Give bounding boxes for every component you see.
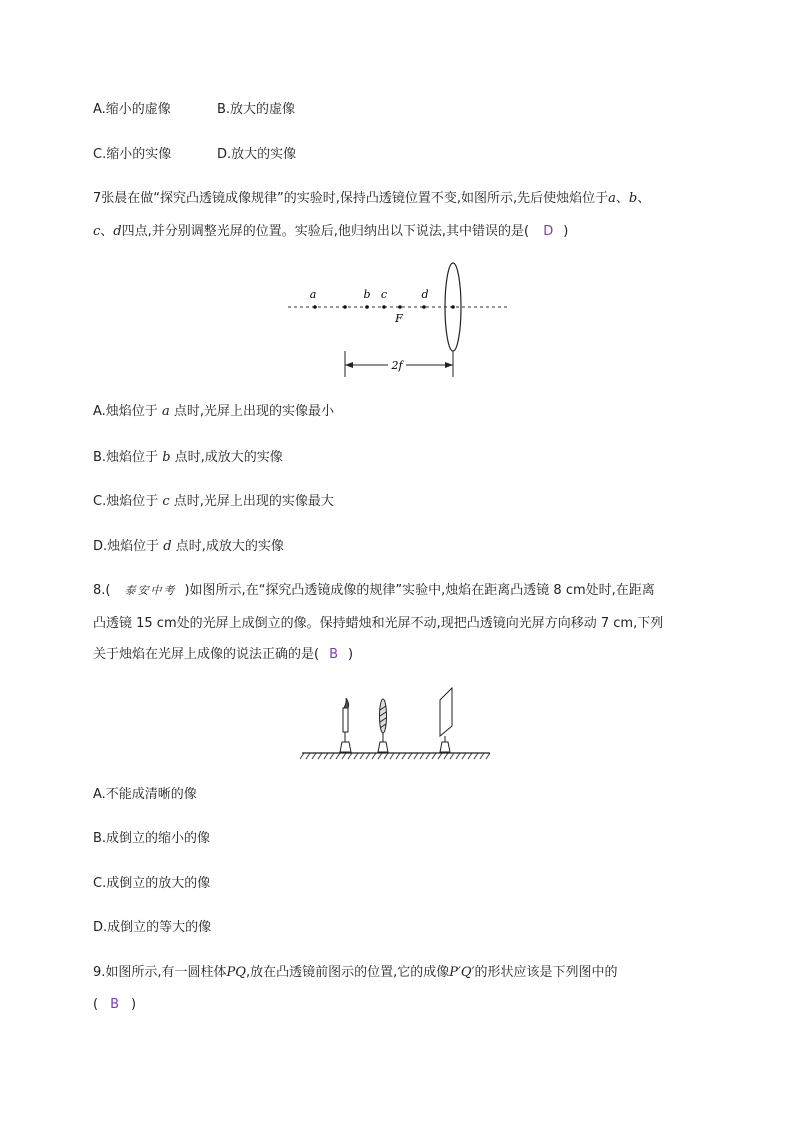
q7-stem-line1: 7张晨在做“探究凸透镜成像规律”的实验时,保持凸透镜位置不变,如图所示,先后使烛焰位于a、b、 xyxy=(93,191,651,206)
q8-option-d: D.成倒立的等大的像 xyxy=(93,920,212,935)
q9-answer: B xyxy=(110,997,119,1012)
candle xyxy=(340,698,351,752)
q8-option-c: C.成倒立的放大的像 xyxy=(93,876,211,891)
fig-label-d: d xyxy=(421,288,429,301)
q7-stem-line2: c、d四点,并分别调整光屏的位置。实验后,他归纳出以下说法,其中错误的是( D ) xyxy=(93,224,569,239)
q8-stem-line3: 关于烛焰在光屏上成像的说法正确的是( B ) xyxy=(93,647,354,662)
convex-lens-on-stand xyxy=(378,699,388,752)
q9-stem-line2: ( B ) xyxy=(93,997,137,1012)
q6-option-b: B.放大的虚像 xyxy=(217,102,296,117)
q8-apparatus-figure xyxy=(300,686,495,762)
fig-label-c: c xyxy=(380,288,388,301)
q9-stem-line1: 9.如图所示,有一圆柱体PQ,放在凸透镜前图示的位置,它的成像P′Q′的形状应该是下列图中的 xyxy=(93,965,618,980)
q7-option-c: C.烛焰位于 c 点时,光屏上出现的实像最大 xyxy=(93,494,334,509)
q8-option-b: B.成倒立的缩小的像 xyxy=(93,831,211,846)
q6-option-d: D.放大的实像 xyxy=(217,147,297,162)
q7-option-d: D.烛焰位于 d 点时,成放大的实像 xyxy=(93,539,284,554)
light-screen xyxy=(440,688,452,752)
q8-stem-line2: 凸透镜 15 cm处的光屏上成倒立的像。保持蜡烛和光屏不动,现把凸透镜向光屏方向移动 7 cm,下列 xyxy=(93,616,664,631)
q6-option-a: A.缩小的虚像 xyxy=(93,102,171,117)
q7-option-a: A.烛焰位于 a 点时,光屏上出现的实像最小 xyxy=(93,404,334,419)
fig-label-2f: 2f xyxy=(391,359,403,372)
q8-stem-line1: 8.( 泰安中考 )如图所示,在“探究凸透镜成像的规律”实验中,烛焰在距离凸透镜 8 cm处时,在距离 xyxy=(93,583,655,598)
q6-option-c: C.缩小的实像 xyxy=(93,147,172,162)
fig-label-f: F xyxy=(395,312,403,325)
q7-answer: D xyxy=(543,224,554,239)
q7-option-b: B.烛焰位于 b 点时,成放大的实像 xyxy=(93,450,283,465)
q7-lens-figure xyxy=(285,262,510,382)
fig-label-b: b xyxy=(363,288,371,301)
q8-source: 泰安中考 xyxy=(124,584,177,597)
fig-label-a: a xyxy=(309,288,317,301)
q8-option-a: A.不能成清晰的像 xyxy=(93,787,197,802)
q8-answer: B xyxy=(329,647,338,662)
